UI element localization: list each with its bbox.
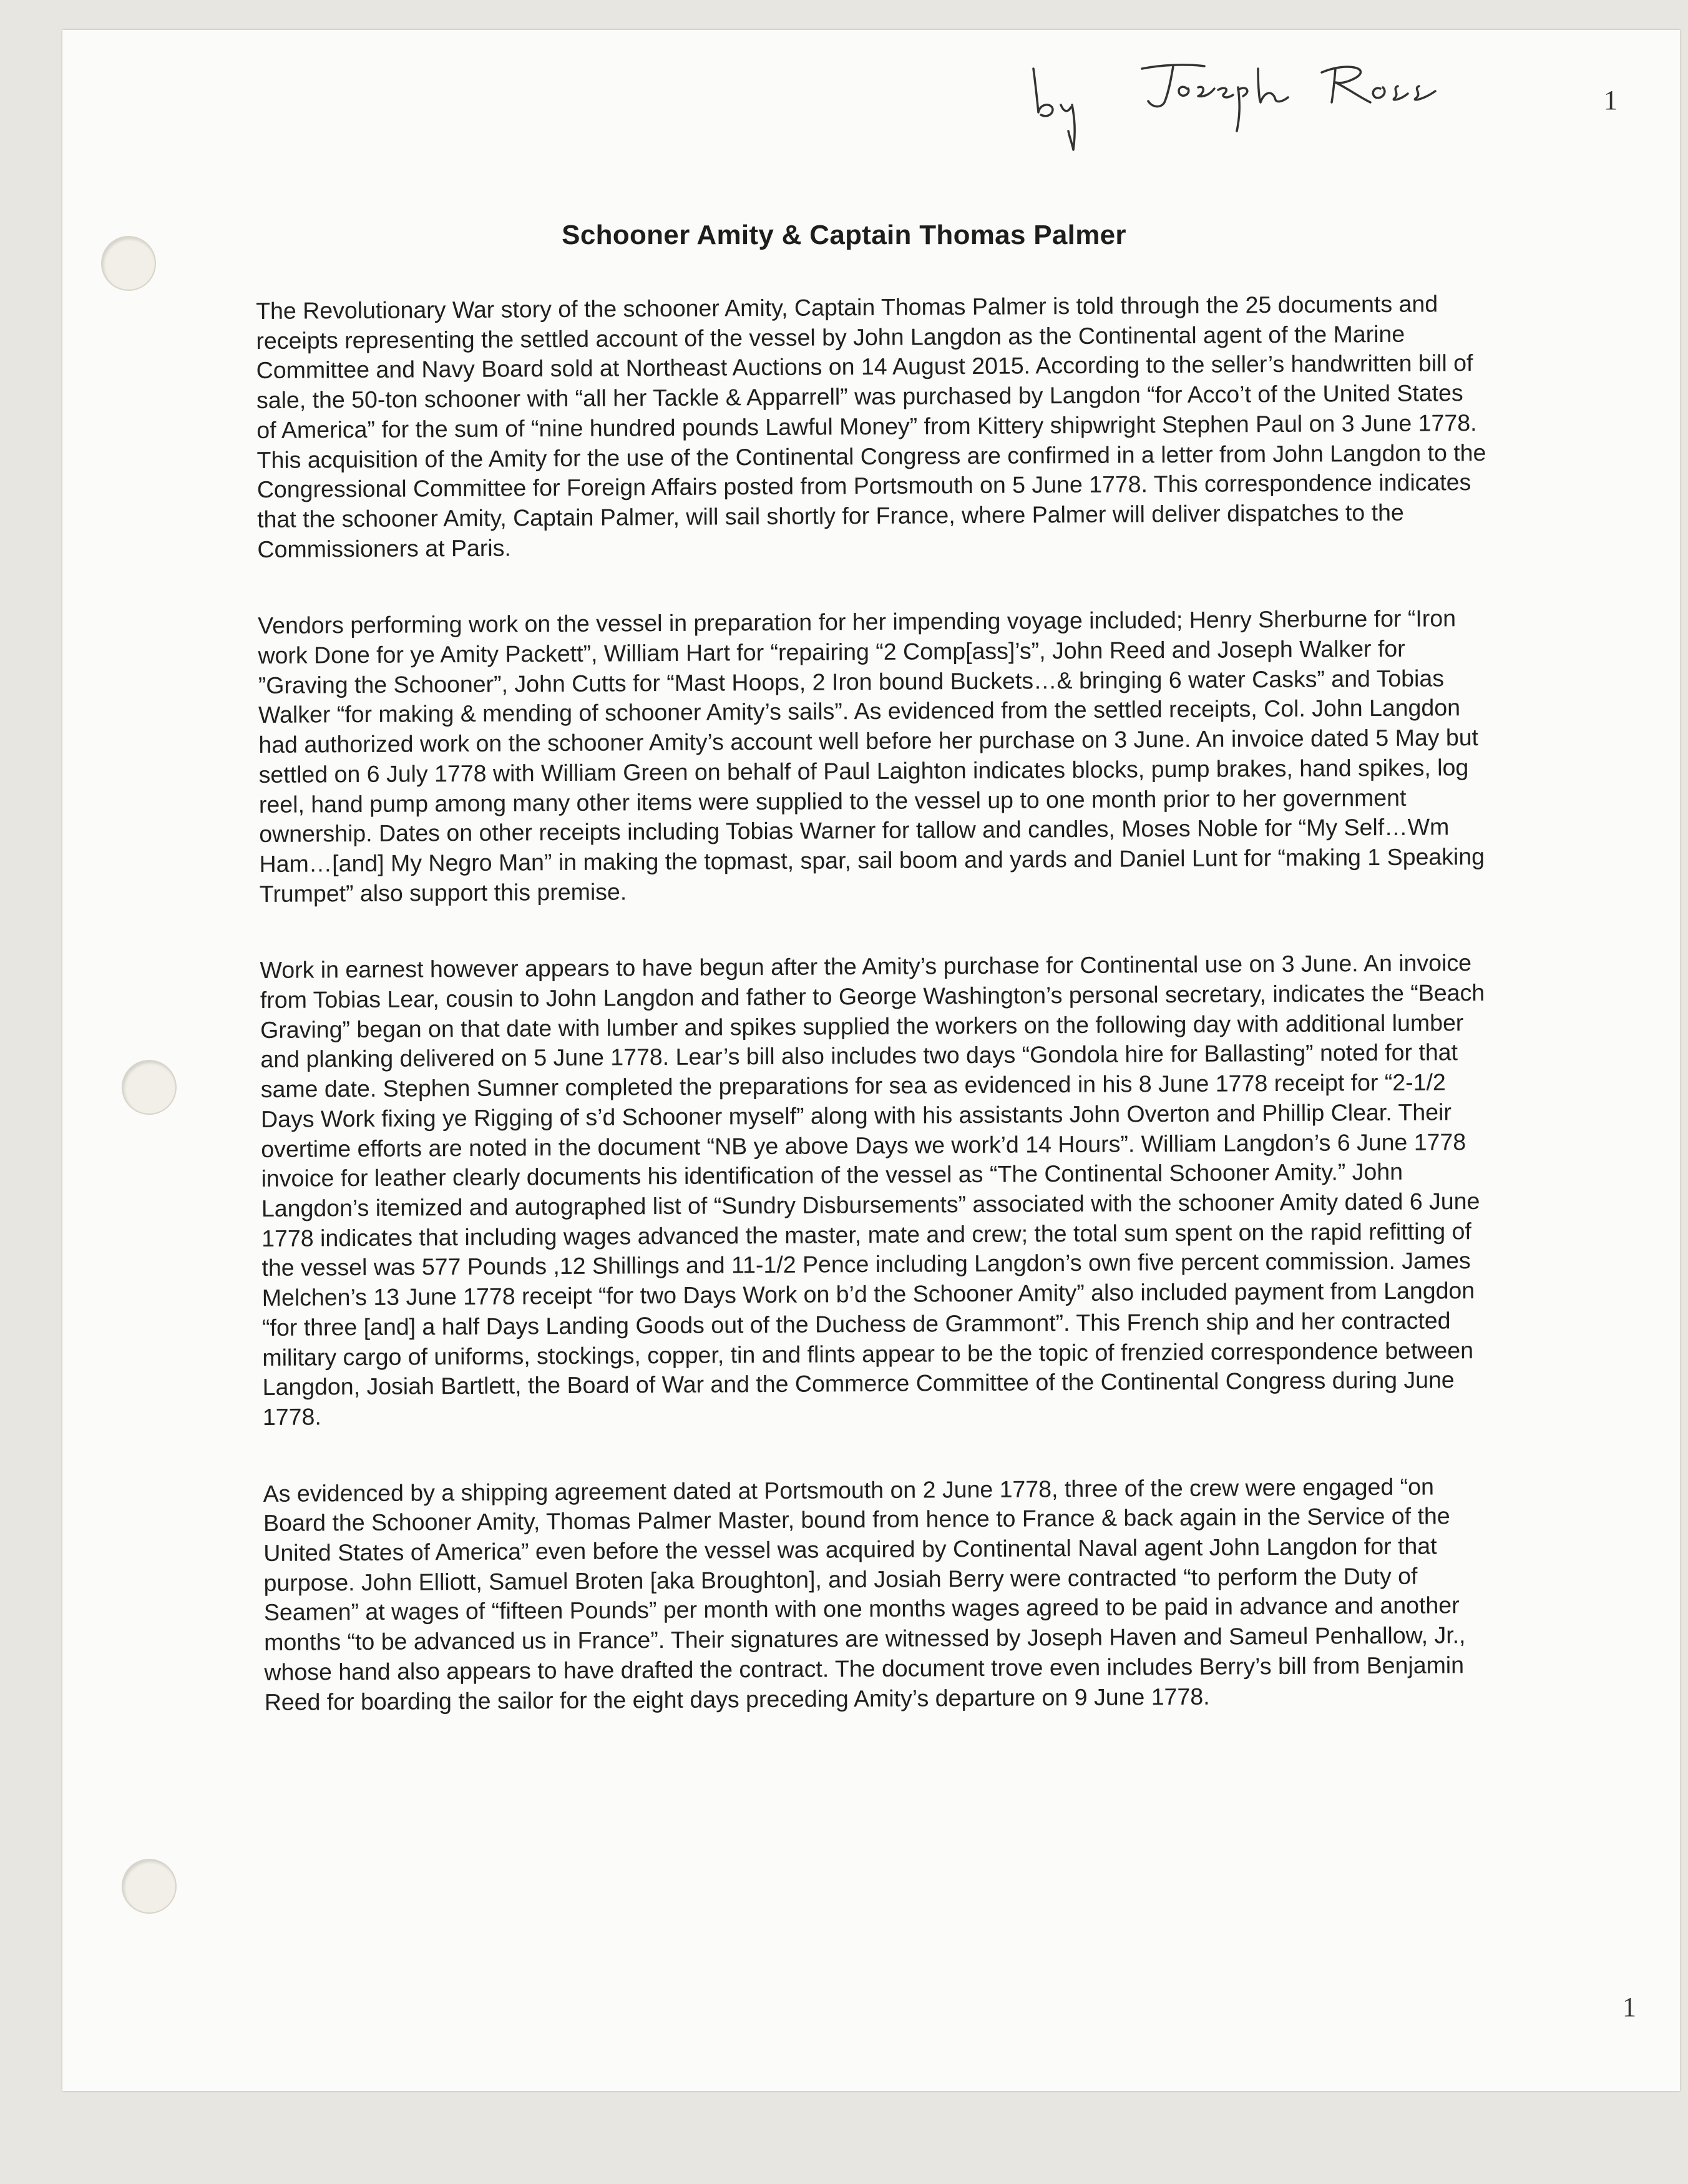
document-title: Schooner Amity & Captain Thomas Palmer — [562, 220, 1126, 250]
paragraph: Work in earnest however appears to have begun after the Amity’s purchase for Continental use on 3 June. An invoice from Tobias Lear, cousin to John Langdon and father to George Washington’s personal secretary, indicates the “Beach Graving” began on that date with lumber and spikes supplied the workers on the following day with additional lumber and planking delivered on 5 June 1778. Lear’s bill also includes two days “Gondola hire for Ballasting” noted for that same date. Stephen Sumner completed the preparations for sea as evidenced in his 8 June 1778 receipt for “2-1/2 Days Work fixing ye Rigging of s’d Schooner myself” along with his assistants John Overton and Phillip Clear. Their overtime efforts are noted in the document “NB ye above Days we work’d 14 Hours”. William Langdon’s 6 June 1778 invoice for leather clearly documents his identification of the vessel as “The Continental Schooner Amity.” John Langdon’s itemized and autographed list of “Sundry Disbursements” associated with the schooner Amity dated 6 June 1778 indicates that including wages advanced the master, mate and crew; the total sum spent on the rapid refitting of the vessel was 577 Pounds ,12 Shillings and 11-1/2 Pence including Langdon’s own five percent commission. James Melchen’s 13 June 1778 receipt “for two Days Work on b’d the Schooner Amity” also included payment from Langdon “for three [and] a half Days Landing Goods out of the Duchess de Grammont”. This French ship and her contracted military cargo of uniforms, stockings, copper, tin and flints appear to be the topic of frenzied correspondence between Langdon, Josiah Bartlett, the Board of War and the Commerce Committee of the Continental Congress during June 1778. — [260, 949, 1485, 1430]
paragraph: Vendors performing work on the vessel in preparation for her impending voyage included; Henry Sherburne for “Iron work Done for ye Amity Packett”, William Hart for “repairing “2 Comp[ass]’s”, John Reed and Joseph Walker for ”Graving the Schooner”, John Cutts for “Mast Hoops, 2 Iron bound Buckets…& bringing 6 water Casks” and Tobias Walker “for making & mending of schooner Amity’s sails”. As evidenced from the settled receipts, Col. John Langdon had authorized work on the schooner Amity’s account well before her purchase on 3 June. An invoice dated 5 May but settled on 6 July 1778 with William Green on behalf of Paul Laighton indicates blocks, pump brakes, hand spikes, log reel, hand pump among many other items were supplied to the vessel up to one month prior to her government ownership. Dates on other receipts including Tobias Warner for tallow and candles, Moses Noble for “My Self…Wm Ham…[and] My Negro Man” in making the topmast, spar, sail boom and yards and Daniel Lunt for “making 1 Speaking Trumpet” also support this premise. — [258, 605, 1485, 907]
document-body — [256, 289, 1497, 1717]
paragraph: As evidenced by a shipping agreement dated at Portsmouth on 2 June 1778, three of the crew were engaged “on Board the Schooner Amity, Thomas Palmer Master, bound from hence to France & back again in the Service of the United States of America” even before the vessel was acquired by Continental Naval agent John Langdon for that purpose. John Elliott, Samuel Broten [aka Broughton], and Josiah Berry were contracted “to perform the Duty of Seamen” at wages of “fifteen Pounds” per month with one months wages agreed to be paid in advance and another months “to be advanced us in France”. Their signatures are witnessed by Joseph Haven and Sameul Penhallow, Jr., whose hand also appears to have drafted the contract. The document trove even includes Berry’s bill from Benjamin Reed for boarding the sailor for the eight days preceding Amity’s departure on 9 June 1778. — [263, 1473, 1466, 1715]
punch-hole — [122, 1859, 177, 1914]
signature-graphic — [1023, 50, 1498, 156]
page-mark: 1 — [1622, 1992, 1636, 2022]
paragraph: The Revolutionary War story of the schooner Amity, Captain Thomas Palmer is told through the 25 documents and receipts representing the settled account of the vessel by John Langdon as the Continental agent of the Marine Committee and Navy Board sold at Northeast Auctions on 14 August 2015. According to the seller’s handwritten bill of sale, the 50-ton schooner with “all her Tackle & Apparrell” was purchased by Langdon “for Acco’t of the United States of America” for the sum of “nine hundred pounds Lawful Money” from Kittery shipwright Stephen Paul on 3 June 1778. This acquisition of the Amity for the use of the Continental Congress are confirmed in a letter from John Langdon to the Congressional Committee for Foreign Affairs posted from Portsmouth on 5 June 1778. This correspondence indicates that the schooner Amity, Captain Palmer, will sail shortly for France, where Palmer will deliver dispatches to the Commissioners at Paris. — [256, 290, 1486, 562]
handwritten-signature — [1023, 50, 1498, 156]
page-mark: 1 — [1604, 85, 1617, 115]
punch-hole — [122, 1060, 177, 1115]
